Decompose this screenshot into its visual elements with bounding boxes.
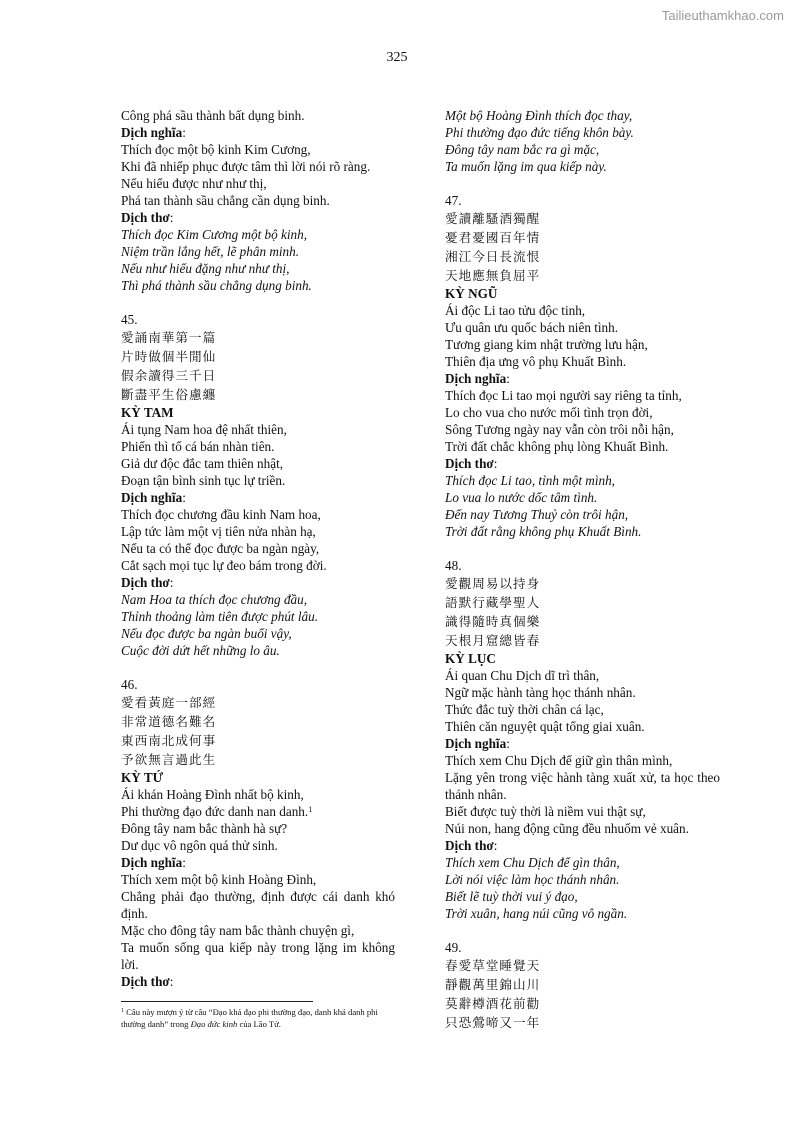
poem-line: Thích đọc Li tao, tỉnh một mình, xyxy=(445,473,615,488)
poem-line: Đến nay Tương Thuỷ còn trôi hận, xyxy=(445,507,629,522)
chinese-line: 斷盡平生俗慮纏 xyxy=(121,387,217,402)
chinese-line: 語默行藏學聖人 xyxy=(445,595,541,610)
reading-line: Ngữ mặc hành tàng học thánh nhân. xyxy=(445,685,636,700)
chinese-line: 非常道德名難名 xyxy=(121,714,217,729)
poem-number: 46. xyxy=(121,677,138,692)
reading-line: Đông tây nam bắc thành hà sự? xyxy=(121,821,288,836)
reading-line: Giả dư độc đắc tam thiên nhật, xyxy=(121,456,284,471)
poem-title: KỲ TỨ xyxy=(121,770,164,785)
chinese-line: 片時做個半閒仙 xyxy=(121,349,217,364)
poem-line: Nam Hoa ta thích đọc chương đầu, xyxy=(121,592,308,607)
translation-line: Biết được tuỳ thời là niềm vui thật sự, xyxy=(445,804,646,819)
chinese-line: 靜觀萬里錦山川 xyxy=(445,977,541,992)
translation-line: Thích đọc Li tao mọi người say riêng ta tỉnh, xyxy=(445,388,682,403)
reading-line: Thiên địa ưng vô phụ Khuất Bình. xyxy=(445,354,627,369)
reading-line: Thiên căn nguyệt quật tổng giai xuân. xyxy=(445,719,645,734)
right-column: Một bộ Hoàng Đình thích đọc thay, Phi thường đạo đức tiếng khôn bày. Đông tây nam bắc ra gì mặc, Ta muốn lặng im qua kiếp này. 47. 愛讀離騷酒獨醒 憂君憂國百年情 湘江今日長流恨 天地應無負屈平 KỲ NGŨ Ái độc Li tao tửu độc tinh, Ưu quân ưu quốc bách niên tình. Tương giang kim nhật trường lưu hận, Thiên địa ưng vô phụ Khuất Bình. Dịch nghĩa: Thích đọc Li tao mọi người say riêng ta tỉnh, Lo cho vua cho nước mối tình trọn đời, Sông Tương ngày nay vẫn còn trôi nỗi hận, Trời đất chắc không phụ lòng Khuất Bình. Dịch thơ: Thích đọc Li tao, tỉnh một mình, Lo vua lo nước dốc tâm tình. Đến nay Tương Thuỷ còn trôi hận, Trời đất rằng không phụ Khuất Bình. 48. 愛觀周易以持身 語默行藏學聖人 識得隨時真個樂 天根月窟總皆春 KỲ LỤC Ái quan Chu Dịch dĩ trì thân, Ngữ mặc hành tàng học thánh nhân. Thức đắc tuỳ thời chân cá lạc, Thiên căn nguyệt quật tổng giai xuân. Dịch nghĩa: Thích xem Chu Dịch để giữ gìn thân mình, Lặng yên trong việc hành tàng xuất xử, ta học theo thánh nhân. Biết được tuỳ thời là niềm vui thật sự, Núi non, hang động cũng đều nhuốm vẻ xuân. Dịch thơ: Thích xem Chu Dịch để gìn thân, Lời nói việc làm học thánh nhân. Biết lẽ tuỳ thời vui ý đạo, Trời xuân, hang núi cũng vô ngần. 49. 春愛草堂睡覺天 靜觀萬里錦山川 莫辭樽酒花前勸 只恐鶯啼又一年 xyxy=(445,108,720,1030)
footnote-text-end: của Lão Tử. xyxy=(237,1018,281,1029)
translation-line: Lập tức làm một vị tiên nửa nhàn hạ, xyxy=(121,524,316,539)
poem-line: Thì phá thành sầu chẳng dụng binh. xyxy=(121,278,312,293)
poem-title: KỲ TAM xyxy=(121,405,174,420)
footnote-mark: 1 xyxy=(121,1008,124,1014)
poem-line: Trời xuân, hang núi cũng vô ngần. xyxy=(445,906,628,921)
chinese-line: 假余讀得三千日 xyxy=(121,368,217,383)
poem-translation-label: Dịch thơ xyxy=(121,974,170,989)
translation-line: Nếu ta có thể đọc được ba ngàn ngày, xyxy=(121,541,320,556)
poem-line: Thích đọc Kim Cương một bộ kinh, xyxy=(121,227,308,242)
chinese-line: 莫辭樽酒花前勸 xyxy=(445,996,541,1011)
translation-line: Cắt sạch mọi tục lự đeo bám trong đời. xyxy=(121,558,327,573)
chinese-line: 愛誦南華第一篇 xyxy=(121,330,217,345)
translation-line: Thích đọc chương đầu kinh Nam hoa, xyxy=(121,507,321,522)
footnote-reference[interactable]: 1 xyxy=(308,805,313,814)
translation-line: Ta muốn sống qua kiếp này trong lặng im không lời. xyxy=(121,940,395,972)
chinese-line: 春愛草堂睡覺天 xyxy=(445,958,541,973)
poem-line: Nếu như hiểu đặng như như thị, xyxy=(121,261,290,276)
reading-line: Ái tụng Nam hoa đệ nhất thiên, xyxy=(121,422,287,437)
translation-label: Dịch nghĩa xyxy=(121,490,183,505)
poem-line: Phi thường đạo đức tiếng khôn bày. xyxy=(445,125,634,140)
poem-line: Ta muốn lặng im qua kiếp này. xyxy=(445,159,607,174)
translation-label: Dịch nghĩa xyxy=(121,855,183,870)
footnote xyxy=(121,1007,395,1030)
chinese-line: 予欲無言過此生 xyxy=(121,752,217,767)
translation-line: Lo cho vua cho nước mối tình trọn đời, xyxy=(445,405,653,420)
translation-line: Trời đất chắc không phụ lòng Khuất Bình. xyxy=(445,439,669,454)
reading-line: Tương giang kim nhật trường lưu hận, xyxy=(445,337,648,352)
poem-number: 45. xyxy=(121,312,138,327)
footnote-divider xyxy=(121,1001,313,1002)
reading-line: Đoạn tận bình sinh tục lự triền. xyxy=(121,473,286,488)
reading-line: Ái khán Hoàng Đình nhất bộ kinh, xyxy=(121,787,304,802)
chinese-line: 識得隨時真個樂 xyxy=(445,614,541,629)
poem-number: 49. xyxy=(445,940,462,955)
poem-title: KỲ LỤC xyxy=(445,651,496,666)
translation-line: Mặc cho đông tây nam bắc thành chuyện gì, xyxy=(121,923,355,938)
reading-line: Ái độc Li tao tửu độc tinh, xyxy=(445,303,586,318)
translation-line: Thích xem một bộ kinh Hoàng Đình, xyxy=(121,872,317,887)
poem-line: Lời nói việc làm học thánh nhân. xyxy=(445,872,620,887)
chinese-line: 憂君憂國百年情 xyxy=(445,230,541,245)
translation-label: Dịch nghĩa xyxy=(445,371,507,386)
poem-number: 48. xyxy=(445,558,462,573)
poem-line: Niệm trần lắng hết, lẽ phân minh. xyxy=(121,244,300,259)
page-number: 325 xyxy=(386,50,408,65)
poem-line: Lo vua lo nước dốc tâm tình. xyxy=(445,490,598,505)
translation-line: Thích đọc một bộ kinh Kim Cương, xyxy=(121,142,311,157)
translation-line: Khi đã nhiếp phục được tâm thì lời nói rõ ràng. xyxy=(121,159,371,174)
poem-translation-label: Dịch thơ xyxy=(121,210,170,225)
poem-translation-label: Dịch thơ xyxy=(121,575,170,590)
translation-label: Dịch nghĩa xyxy=(121,125,183,140)
poem-translation-label: Dịch thơ xyxy=(445,456,494,471)
chinese-line: 東西南北成何事 xyxy=(121,733,217,748)
translation-label: Dịch nghĩa xyxy=(445,736,507,751)
chinese-line: 天地應無負屈平 xyxy=(445,268,541,283)
poem-line: Thỉnh thoảng làm tiên được phút lâu. xyxy=(121,609,319,624)
reading-text: Phi thường đạo đức danh nan danh. xyxy=(121,804,309,819)
reading-line: Ưu quân ưu quốc bách niên tình. xyxy=(445,320,619,335)
translation-line: Phá tan thành sầu chẳng cần dụng binh. xyxy=(121,193,330,208)
chinese-line: 天根月窟總皆春 xyxy=(445,633,541,648)
poem-line: Đông tây nam bắc ra gì mặc, xyxy=(445,142,600,157)
poem-translation-label: Dịch thơ xyxy=(445,838,494,853)
left-column: Công phá sầu thành bất dụng binh. Dịch nghĩa: Thích đọc một bộ kinh Kim Cương, Khi đã nhiếp phục được tâm thì lời nói rõ ràng. Nếu hiểu được như như thị, Phá tan thành sầu chẳng cần dụng binh. Dịch thơ: Thích đọc Kim Cương một bộ kinh, Niệm trần lắng hết, lẽ phân minh. Nếu như hiểu đặng như như thị, Thì phá thành sầu chẳng dụng binh. 45. 愛誦南華第一篇 片時做個半閒仙 假余讀得三千日 斷盡平生俗慮纏 KỲ TAM Ái tụng Nam hoa đệ nhất thiên, Phiến thì tố cá bán nhàn tiên. Giả dư độc đắc tam thiên nhật, Đoạn tận bình sinh tục lự triền. Dịch nghĩa: Thích đọc chương đầu kinh Nam hoa, Lập tức làm một vị tiên nửa nhàn hạ, Nếu ta có thể đọc được ba ngàn ngày, Cắt sạch mọi tục lự đeo bám trong đời. Dịch thơ: Nam Hoa ta thích đọc chương đầu, Thỉnh thoảng làm tiên được phút lâu. Nếu đọc được ba ngàn buổi vậy, Cuộc đời dứt hết những lo âu. 46. 愛看黃庭一部經 非常道德名難名 東西南北成何事 予欲無言過此生 KỲ TỨ Ái khán Hoàng Đình nhất bộ kinh, Phi thường đạo đức danh nan danh.$^1$ Đông tây nam bắc thành hà sự? Dư dục vô ngôn quá thử sinh. Dịch nghĩa: Thích xem một bộ kinh Hoàng Đình, Chẳng phải đạo thường, định được cái danh khó định. Mặc cho đông tây nam bắc thành chuyện gì, Ta muốn sống qua kiếp này trong lặng im không lời. Dịch thơ: xyxy=(121,108,395,989)
verse-line: Công phá sầu thành bất dụng binh. xyxy=(121,108,305,123)
footnote-book-title: Đạo đức kinh xyxy=(190,1018,238,1029)
reading-line: Ái quan Chu Dịch dĩ trì thân, xyxy=(445,668,600,683)
translation-line: Nếu hiểu được như như thị, xyxy=(121,176,267,191)
chinese-line: 湘江今日長流恨 xyxy=(445,249,541,264)
poem-number: 47. xyxy=(445,193,462,208)
reading-line: Phiến thì tố cá bán nhàn tiên. xyxy=(121,439,275,454)
translation-line: Sông Tương ngày nay vẫn còn trôi nỗi hận, xyxy=(445,422,674,437)
poem-line: Biết lẽ tuỳ thời vui ý đạo, xyxy=(445,889,578,904)
translation-line: Lặng yên trong việc hành tàng xuất xử, ta học theo thánh nhân. xyxy=(445,770,720,802)
footnote-text: Câu này mượn ý từ câu “Đạo khả đạo phi thường đạo, danh khả danh phi thường danh” trong xyxy=(121,1007,378,1029)
reading-line: Dư dục vô ngôn quá thử sinh. xyxy=(121,838,278,853)
poem-line: Thích xem Chu Dịch để gìn thân, xyxy=(445,855,620,870)
poem-line: Nếu đọc được ba ngàn buổi vậy, xyxy=(121,626,292,641)
chinese-line: 只恐鶯啼又一年 xyxy=(445,1015,541,1030)
chinese-line: 愛讀離騷酒獨醒 xyxy=(445,211,541,226)
translation-line: Thích xem Chu Dịch để giữ gìn thân mình, xyxy=(445,753,673,768)
poem-line: Một bộ Hoàng Đình thích đọc thay, xyxy=(445,108,633,123)
poem-line: Cuộc đời dứt hết những lo âu. xyxy=(121,643,280,658)
translation-line: Núi non, hang động cũng đều nhuốm vẻ xuân. xyxy=(445,821,689,836)
reading-line: Thức đắc tuỳ thời chân cá lạc, xyxy=(445,702,604,717)
translation-line: Chẳng phải đạo thường, định được cái danh khó định. xyxy=(121,889,395,921)
site-watermark: Tailieuthamkhao.com xyxy=(661,8,784,23)
poem-line: Trời đất rằng không phụ Khuất Bình. xyxy=(445,524,642,539)
reading-line xyxy=(121,803,395,820)
chinese-line: 愛觀周易以持身 xyxy=(445,576,541,591)
chinese-line: 愛看黃庭一部經 xyxy=(121,695,217,710)
poem-title: KỲ NGŨ xyxy=(445,286,498,301)
